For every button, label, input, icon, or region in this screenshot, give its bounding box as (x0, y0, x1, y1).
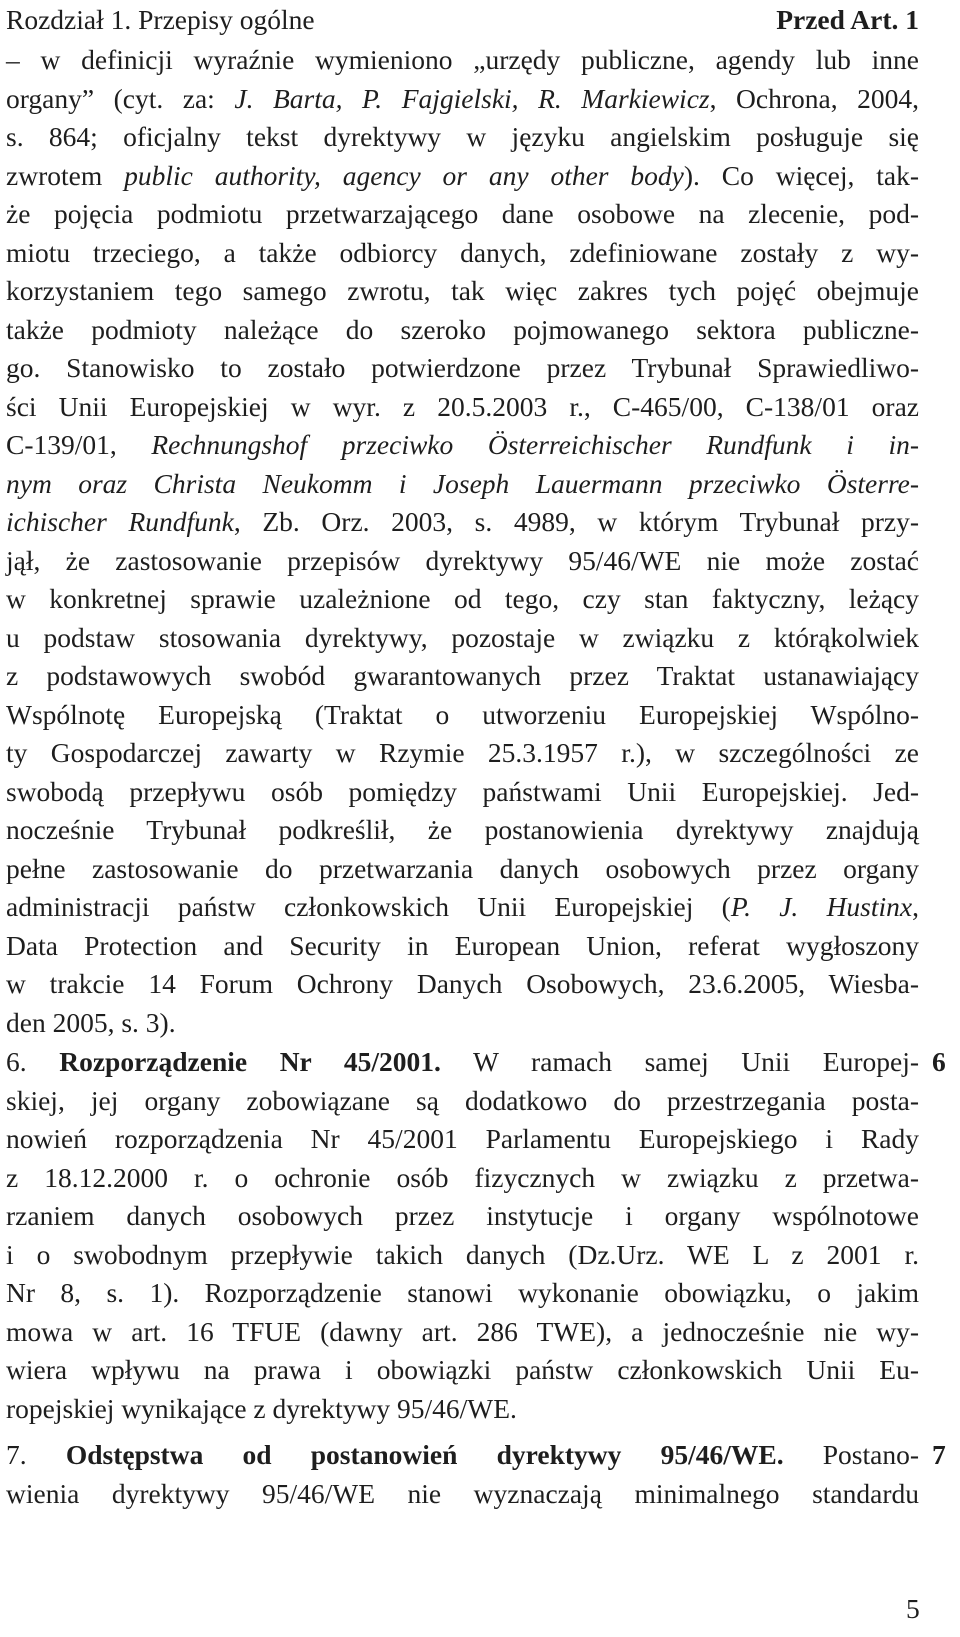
text-line (6, 426, 919, 465)
italic-citation: J. Barta, P. Fajgielski, R. Markiewicz (234, 82, 710, 114)
text-line (6, 272, 919, 311)
text-line (6, 388, 919, 427)
text-line (6, 888, 919, 927)
text-run: skiej, jej organy zobowiązane są dodatkowo do przestrzegania posta- (6, 1084, 919, 1116)
text-run: den 2005, s. 3). (6, 1006, 176, 1038)
text-run: Data Protection and Security in European Union, referat wygłoszony (6, 929, 919, 961)
text-run: W ramach samej Unii Europej- (440, 1046, 920, 1077)
text-line (6, 580, 919, 619)
text-line (6, 1475, 919, 1514)
text-line (6, 157, 919, 196)
text-run: administracji państw członkowskich Unii Europejskiej ( (6, 891, 731, 922)
text-run: organy” (cyt. za: (6, 82, 235, 114)
margin-number-7: 7 (932, 1439, 946, 1470)
page-number: 5 (906, 1593, 920, 1624)
text-run: miotu trzeciego, a także odbiorcy danych, zdefiniowane zostały z wy- (6, 236, 919, 268)
text-run: nowień rozporządzenia Nr 45/2001 Parlamentu Europejskiego i Rady (6, 1123, 919, 1154)
text-run: w konkretnej sprawie uzależnione od tego, czy stan faktyczny, leżący (6, 583, 919, 614)
text-line (6, 234, 919, 273)
text-run: Wspólnotę Europejską (Traktat o utworzeniu Europejskiej Wspólno- (6, 698, 919, 730)
text-line (6, 734, 919, 773)
text-line (6, 311, 919, 350)
text-run: s. 864; oficjalny tekst dyrektywy w języku angielskim posługuje się (6, 121, 919, 152)
paragraph-6 (6, 1043, 919, 1428)
text-run: 7. (6, 1439, 66, 1470)
text-line (6, 1043, 919, 1082)
text-line (6, 1351, 919, 1390)
text-line (6, 850, 919, 889)
text-run: , Zb. Orz. 2003, s. 4989, w którym Trybunał przy- (233, 506, 919, 537)
text-run: wienia dyrektywy 95/46/WE nie wyznaczają minimalnego standardu (6, 1477, 919, 1509)
text-line (6, 773, 919, 812)
text-line (6, 696, 919, 735)
text-run: , Ochrona, 2004, (709, 82, 919, 114)
italic-citation: nym oraz Christa Neukomm i Joseph Lauermann przeciwko Österre- (6, 467, 919, 499)
text-line (6, 1274, 919, 1313)
italic-citation: Rechnungshof przeciwko Österreichischer Rundfunk i in- (151, 429, 920, 460)
text-run: swobodą przepływu osób pomiędzy państwami Unii Europejskiej. Jed- (6, 775, 919, 807)
text-line (6, 657, 919, 696)
text-run: z 18.12.2000 r. o ochronie osób fizycznych w związku z przetwa- (6, 1161, 919, 1193)
text-run: w trakcie 14 Forum Ochrony Danych Osobowych, 23.6.2005, Wiesba- (6, 968, 919, 999)
text-line (6, 927, 919, 966)
text-line (6, 542, 919, 581)
text-run: nocześnie Trybunał podkreślił, że postanowienia dyrektywy znajdują (6, 814, 919, 845)
text-line (6, 80, 919, 119)
text-run: Postano- (783, 1439, 920, 1470)
text-run: z podstawowych swobód gwarantowanych przez Traktat ustanawiający (6, 660, 919, 691)
text-run: ropejskiej wynikające z dyrektywy 95/46/WE. (6, 1392, 517, 1424)
text-line (6, 1313, 919, 1352)
bold-heading: Rozporządzenie Nr 45/2001. (59, 1046, 441, 1077)
text-run: u podstaw stosowania dyrektywy, pozostaje w związku z którąkolwiek (6, 621, 919, 653)
text-run: Nr 8, s. 1). Rozporządzenie stanowi wykonanie obowiązku, o jakim (6, 1277, 919, 1308)
text-run: go. Stanowisko to zostało potwierdzone przez Trybunał Sprawiedliwo- (6, 352, 919, 383)
text-line (6, 1159, 919, 1198)
text-line (6, 619, 919, 658)
text-run: ści Unii Europejskiej w wyr. z 20.5.2003 r., C-465/00, C-138/01 oraz (6, 390, 919, 422)
text-run: zwrotem (6, 159, 125, 191)
text-line (6, 349, 919, 388)
article-marker: Przed Art. 1 (776, 4, 919, 35)
margin-number-6: 6 (932, 1046, 946, 1077)
text-line (6, 965, 919, 1004)
text-run: 6. (6, 1046, 60, 1077)
text-line (6, 195, 919, 234)
text-run: że pojęcia podmiotu przetwarzającego dane osobowe na zlecenie, pod- (6, 198, 919, 229)
text-run: wiera wpływu na prawa i obowiązki państw członkowskich Unii Eu- (6, 1354, 919, 1385)
running-header (6, 2, 919, 38)
text-line (6, 465, 919, 504)
chapter-title: Rozdział 1. Przepisy ogólne (6, 4, 315, 35)
text-run: jął, że zastosowanie przepisów dyrektywy 95/46/WE nie może zostać (6, 544, 919, 576)
text-line (6, 1004, 919, 1043)
text-line (6, 1436, 919, 1475)
text-line (6, 1390, 919, 1429)
text-run: , (912, 891, 919, 922)
paragraph-continuation (6, 41, 919, 1042)
text-line (6, 811, 919, 850)
text-line (6, 503, 919, 542)
paragraph-7 (6, 1436, 919, 1513)
text-line (6, 1120, 919, 1159)
italic-citation: public authority, agency or any other body (124, 159, 684, 191)
text-run: mowa w art. 16 TFUE (dawny art. 286 TWE), a jednocześnie nie wy- (6, 1315, 919, 1347)
italic-citation: P. J. Hustinx (730, 891, 913, 922)
text-run: ). Co więcej, tak- (683, 159, 919, 191)
text-run: C-139/01, (6, 429, 152, 460)
bold-heading: Odstępstwa od postanowień dyrektywy 95/46/WE. (65, 1439, 784, 1470)
text-run: pełne zastosowanie do przetwarzania danych osobowych przez organy (6, 852, 919, 884)
text-line (6, 118, 919, 157)
text-run: rzaniem danych osobowych przez instytucje i organy wspólnotowe (6, 1200, 919, 1231)
text-line (6, 1082, 919, 1121)
text-line (6, 1197, 919, 1236)
italic-citation: ichischer Rundfunk (6, 506, 234, 537)
text-line (6, 41, 919, 80)
text-run: – w definicji wyraźnie wymieniono „urzędy publiczne, agendy lub inne (6, 44, 919, 75)
text-run: korzystaniem tego samego zwrotu, tak więc zakres tych pojęć obejmuje (6, 275, 919, 306)
text-run: ty Gospodarczej zawarty w Rzymie 25.3.1957 r.), w szczególności ze (6, 737, 919, 768)
text-run: i o swobodnym przepływie takich danych (Dz.Urz. WE L z 2001 r. (6, 1238, 919, 1270)
text-line (6, 1236, 919, 1275)
text-run: także podmioty należące do szeroko pojmowanego sektora publiczne- (6, 313, 919, 345)
